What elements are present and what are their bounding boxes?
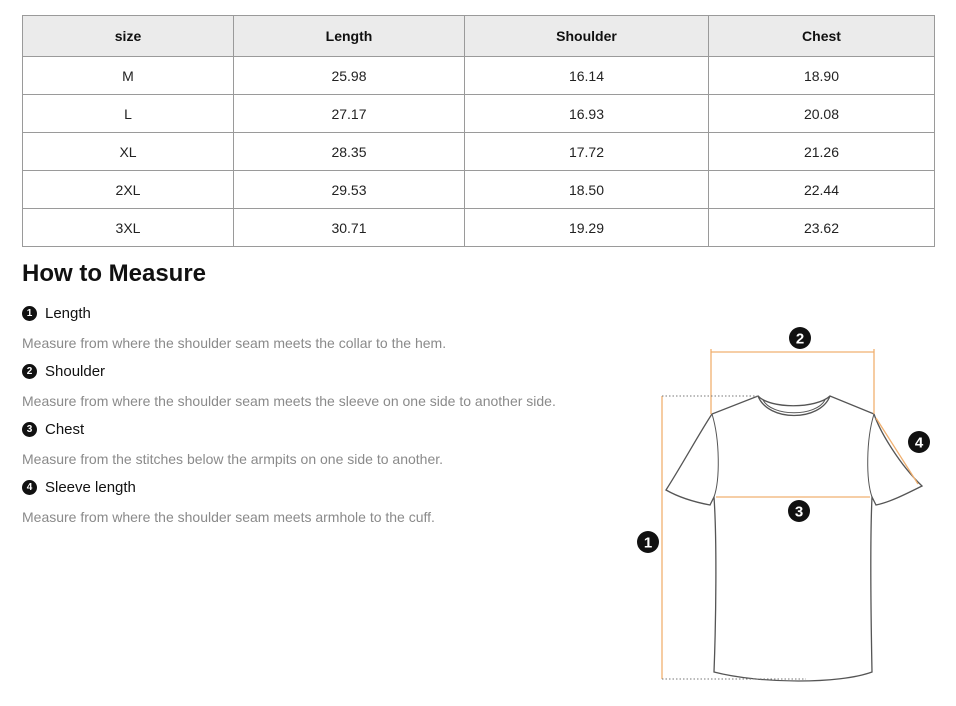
step-label: Shoulder [45,363,106,380]
cell-size: XL [23,133,234,171]
badge-label: 2 [795,330,805,348]
cell-shoulder: 18.50 [465,171,709,209]
step-description: Measure from where the shoulder seam meets armhole to the cuff. [22,509,435,525]
cell-size: 3XL [23,209,234,247]
cell-chest: 22.44 [709,171,935,209]
badge-label: 1 [643,534,653,552]
cell-shoulder: 17.72 [465,133,709,171]
step-label: Length [45,305,91,322]
step-sleeve-length [22,479,136,496]
tshirt-outline [666,396,922,681]
number-2-badge-icon: 2 [22,364,37,379]
header-shoulder: Shoulder [465,16,709,57]
step-description: Measure from where the shoulder seam meets the collar to the hem. [22,335,447,351]
cell-chest: 23.62 [709,209,935,247]
step-label: Chest [45,421,85,438]
badge-label: 4 [914,434,924,452]
table-row [23,133,935,171]
step-chest [22,421,84,438]
step-description: Measure from the stitches below the armpits on one side to another. [22,451,444,467]
cell-length: 28.35 [234,133,465,171]
cell-size: M [23,57,234,95]
table-row [23,171,935,209]
cell-chest: 18.90 [709,57,935,95]
badge-label: 3 [794,503,804,521]
cell-length: 25.98 [234,57,465,95]
dotted-extension-lines [662,396,806,679]
cell-size: L [23,95,234,133]
step-shoulder [22,363,105,380]
header-size: size [23,16,234,57]
number-4-badge-icon [908,431,930,453]
number-1-badge-icon: 1 [22,306,37,321]
header-chest: Chest [709,16,935,57]
tshirt-measurement-diagram [630,318,940,690]
number-3-badge-icon [788,500,810,522]
how-to-measure-title: How to Measure [22,260,207,287]
step-length [22,305,91,322]
cell-length: 30.71 [234,209,465,247]
cell-chest: 20.08 [709,95,935,133]
table-row [23,57,935,95]
step-description: Measure from where the shoulder seam meets the sleeve on one side to another side. [22,393,556,409]
size-chart-table [22,15,935,247]
table-header-row [23,16,935,57]
number-2-badge-icon [789,327,811,349]
number-4-badge-icon: 4 [22,480,37,495]
cell-shoulder: 19.29 [465,209,709,247]
cell-size: 2XL [23,171,234,209]
cell-chest: 21.26 [709,133,935,171]
table-row [23,209,935,247]
step-label: Sleeve length [45,479,136,496]
cell-length: 29.53 [234,171,465,209]
number-1-badge-icon [637,531,659,553]
cell-shoulder: 16.93 [465,95,709,133]
header-length: Length [234,16,465,57]
cell-length: 27.17 [234,95,465,133]
table-row [23,95,935,133]
number-3-badge-icon: 3 [22,422,37,437]
cell-shoulder: 16.14 [465,57,709,95]
